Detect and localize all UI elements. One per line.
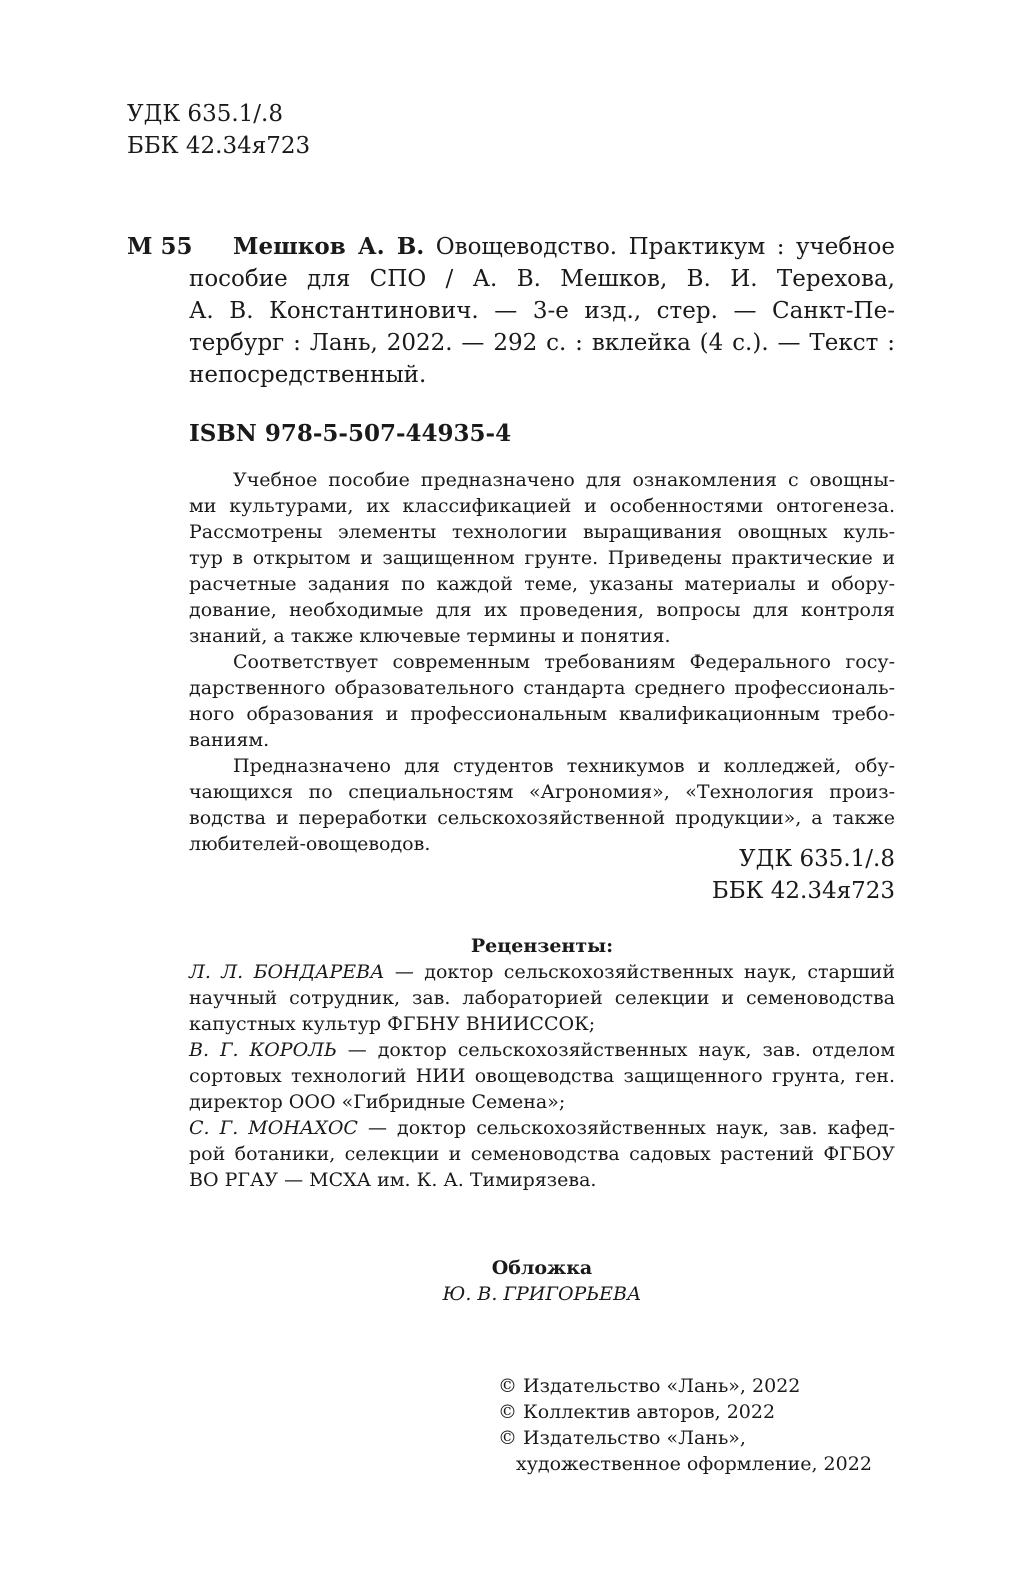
reviewers-heading: Рецензенты: — [470, 935, 614, 957]
catalog-line-4: тербург : Лань, 2022. — 292 с. : вклейка (4 с.). — Текст : — [189, 330, 895, 356]
catalog-line-5: непосредственный. — [189, 362, 427, 388]
reviewer-name: Л. Л. БОНДАРЕВА — [189, 961, 385, 983]
abstract-line: дарственного образовательного стандарта среднего профессиональ- — [189, 677, 895, 699]
reviewer-line: рой ботаники, селекции и семеноводства садовых растений ФГБОУ — [189, 1143, 895, 1165]
abstract-line: чающихся по специальностям «Агрономия», «Технология произ- — [189, 781, 895, 803]
abstract-line: любителей-овощеводов. — [189, 833, 431, 855]
copyright-line: художественное оформление, 2022 — [516, 1453, 872, 1475]
abstract-line: Рассмотрены элементы технологии выращивания овощных куль- — [189, 521, 895, 543]
abstract-line: водства и переработки сельскохозяйственной продукции», а также — [189, 807, 895, 829]
copyright-line: © Издательство «Лань», 2022 — [498, 1375, 801, 1397]
reviewer-line: сортовых технологий НИИ овощеводства защищенного грунта, ген. — [189, 1065, 895, 1087]
cover-heading: Обложка — [491, 1257, 593, 1279]
isbn: ISBN 978-5-507-44935-4 — [189, 420, 512, 447]
abstract-line: дование, необходимые для их проведения, вопросы для контроля — [189, 599, 895, 621]
abstract-line: знаний, а также ключевые термины и понятия. — [189, 625, 671, 647]
catalog-line-2: пособие для СПО / А. В. Мешков, В. И. Терехова, — [189, 266, 895, 292]
abstract-line: Соответствует современным требованиям Федерального госу- — [233, 651, 895, 673]
bbk-top: ББК 42.34я723 — [127, 133, 311, 159]
copyright-line: © Коллектив авторов, 2022 — [498, 1401, 776, 1423]
copyright-block — [498, 1373, 872, 1477]
abstract-line: ного образования и профессиональным квалификационным требо- — [189, 703, 895, 725]
udk-bottom: УДК 635.1/.8 — [739, 846, 895, 872]
abstract-line: Учебное пособие предназначено для ознакомления с овощны- — [233, 469, 895, 491]
reviewer-name: В. Г. КОРОЛЬ — [189, 1039, 337, 1061]
copyright-line: © Издательство «Лань», — [498, 1427, 746, 1449]
reviewer-line: С. Г. МОНАХОС — доктор сельскохозяйственных наук, зав. кафед- — [189, 1117, 895, 1139]
reviewer-line: научный сотрудник, зав. лабораторией селекции и семеноводства — [189, 987, 895, 1009]
reviewer-name: С. Г. МОНАХОС — [189, 1117, 358, 1139]
reviewer-line: ВО РГАУ — МСХА им. К. А. Тимирязева. — [189, 1169, 597, 1191]
reviewer-line: В. Г. КОРОЛЬ — доктор сельскохозяйственных наук, зав. отделом — [189, 1039, 895, 1061]
catalog-entry — [189, 231, 895, 391]
reviewers-list — [189, 959, 895, 1193]
bbk-bottom: ББК 42.34я723 — [711, 878, 895, 904]
abstract-line: Предназначено для студентов техникумов и колледжей, обу- — [233, 755, 895, 777]
reviewer-line: директор ООО «Гибридные Семена»; — [189, 1091, 566, 1113]
abstract-line: ми культурами, их классификацией и особенностями онтогенеза. — [189, 495, 895, 517]
catalog-author: Мешков А. В. — [233, 233, 425, 260]
reviewer-line: капустных культур ФГБНУ ВНИИССОК; — [189, 1013, 596, 1035]
udk-top: УДК 635.1/.8 — [127, 101, 283, 127]
cover-artist: Ю. В. ГРИГОРЬЕВА — [442, 1283, 642, 1305]
abstract-line: ваниям. — [189, 729, 270, 751]
reviewer-line: Л. Л. БОНДАРЕВА — доктор сельскохозяйственных наук, старший — [189, 961, 895, 983]
abstract — [189, 467, 895, 857]
catalog-code: М 55 — [127, 233, 193, 260]
catalog-line-1 — [233, 231, 895, 263]
catalog-line-3: А. В. Константинович. — 3-е изд., стер. — Санкт-Пе- — [189, 298, 895, 324]
abstract-line: расчетные задания по каждой теме, указаны материалы и обору- — [189, 573, 895, 595]
abstract-line: тур в открытом и защищенном грунте. Приведены практические и — [189, 547, 895, 569]
catalog-title: Овощеводство. Практикум : учебное — [435, 234, 895, 260]
